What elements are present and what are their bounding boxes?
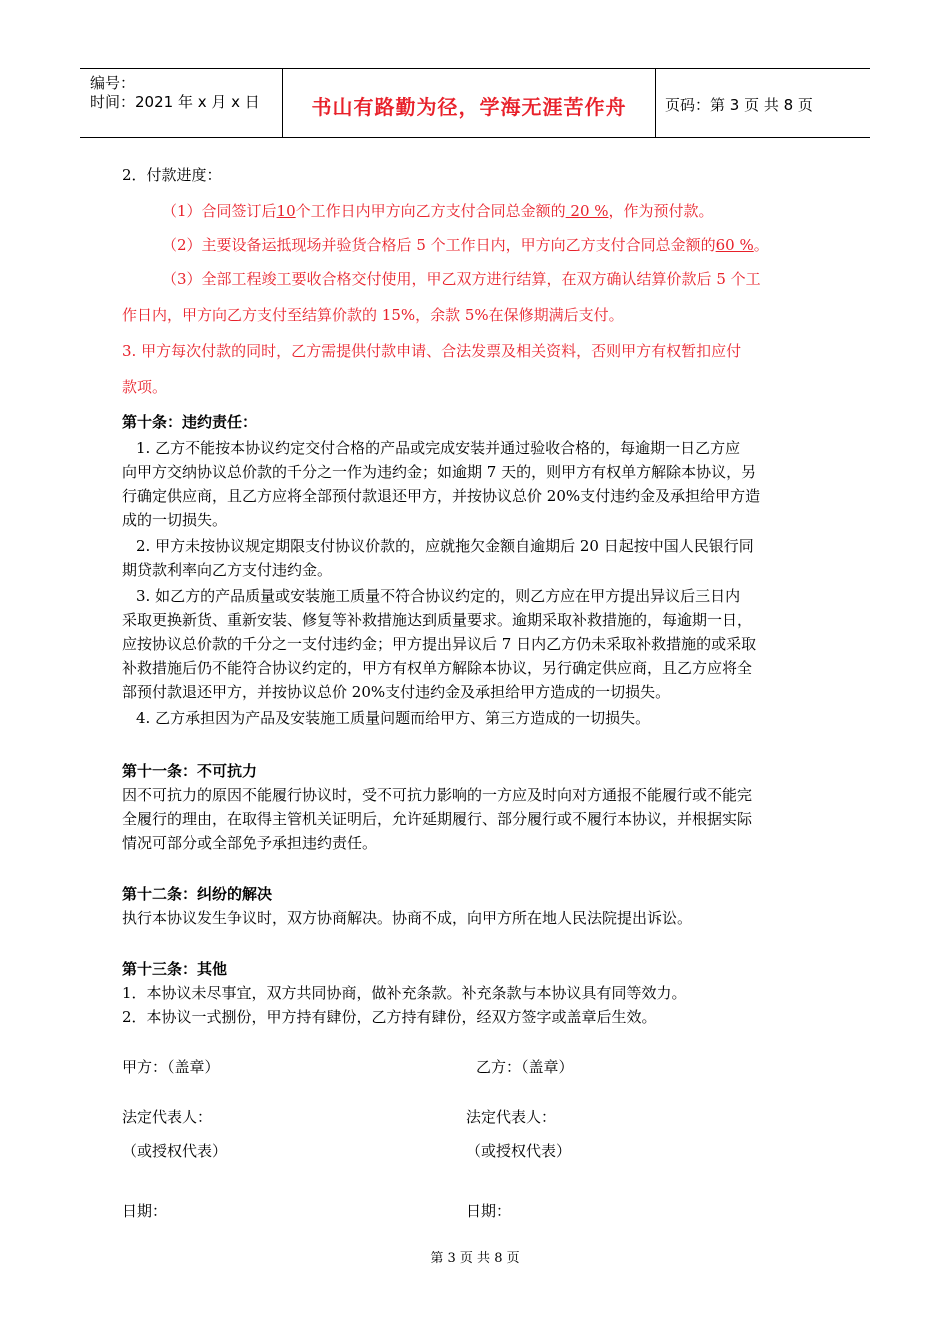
document-date-label: 时间：2021 年 x 月 x 日	[90, 93, 260, 111]
payment-item-2-a: （2）主要设备运抵现场并验货合格后 5 个工作日内，甲方向乙方支付合同总金额的	[162, 236, 716, 254]
article-10-line: 1. 乙方不能按本协议约定交付合格的产品或完成安装并通过验收合格的，每逾期一日乙方应	[136, 439, 741, 457]
payment-item-1-e: ，作为预付款。	[608, 202, 714, 220]
payment-item-1-c: 个工作日内甲方向乙方支付合同总金额的	[295, 202, 566, 220]
payment-item-3-line-2: 作日内，甲方向乙方支付至结算价款的 15%，余款 5%在保修期满后支付。	[122, 306, 624, 324]
party-a-representative-label: 法定代表人：	[122, 1108, 213, 1126]
party-a-authorized-label: （或授权代表）	[122, 1142, 228, 1160]
header-motto: 书山有路勤为径，学海无涯苦作舟	[311, 95, 627, 119]
article-10-line: 成的一切损失。	[122, 511, 228, 529]
payment-item-2	[162, 234, 769, 256]
payment-heading: 2．付款进度：	[122, 166, 222, 184]
header-motto-cell	[282, 69, 656, 137]
article-10-line: 补救措施后仍不能符合协议约定的，甲方有权单方解除本协议，另行确定供应商，且乙方应将全	[122, 659, 753, 677]
article-10-line: 应按协议总价款的千分之一支付违约金；甲方提出异议后 7 日内乙方仍未采取补救措施的或采取	[122, 635, 757, 653]
article-10-line: 3. 如乙方的产品质量或安装施工质量不符合协议约定的，则乙方应在甲方提出异议后三日内	[136, 587, 741, 605]
article-11-title: 第十一条：不可抗力	[122, 762, 258, 780]
article-10-line: 2. 甲方未按协议规定期限支付协议价款的，应就拖欠金额自逾期后 20 日起按中国人民银行同	[136, 537, 754, 555]
header-meta-cell	[80, 69, 280, 137]
article-12-line: 执行本协议发生争议时，双方协商解决。协商不成，向甲方所在地人民法院提出诉讼。	[122, 909, 693, 927]
article-12-title: 第十二条：纠纷的解决	[122, 885, 273, 903]
article-10-line: 4. 乙方承担因为产品及安装施工质量问题而给甲方、第三方造成的一切损失。	[136, 709, 651, 727]
article-10-line: 采取更换新货、重新安装、修复等补救措施达到质量要求。逾期采取补救措施的，每逾期一日，	[122, 611, 753, 629]
article-11-line: 全履行的理由，在取得主管机关证明后，允许延期履行、部分履行或不履行本协议，并根据实际	[122, 810, 753, 828]
party-a-date-label: 日期：	[122, 1202, 168, 1220]
document-number-label: 编号：	[90, 74, 136, 92]
article-13-line: 2．本协议一式捌份，甲方持有肆份，乙方持有肆份，经双方签字或盖章后生效。	[122, 1008, 657, 1026]
payment-item-1-days: 10	[276, 202, 296, 220]
payment-item-1	[162, 200, 714, 222]
article-10-line: 向甲方交纳协议总价款的千分之一作为违约金；如逾期 7 天的，则甲方有权单方解除本协议，另	[122, 463, 757, 481]
payment-item-2-percent: 60 %	[715, 236, 754, 254]
payment-item-1-percent: 20 %	[565, 202, 609, 220]
party-b-seal-label: 乙方：（盖章）	[476, 1058, 574, 1076]
article-10-line: 期贷款利率向乙方支付违约金。	[122, 561, 333, 579]
article-11-line: 因不可抗力的原因不能履行协议时，受不可抗力影响的一方应及时向对方通报不能履行或不能完	[122, 786, 753, 804]
party-a-seal-label: 甲方：（盖章）	[122, 1058, 220, 1076]
article-13-line: 1．本协议未尽事宜，双方共同协商，做补充条款。补充条款与本协议具有同等效力。	[122, 984, 687, 1002]
payment-item-2-c: 。	[753, 236, 769, 254]
payment-item-4-line-2: 款项。	[122, 378, 168, 396]
header-page-number: 页码：第 3 页 共 8 页	[665, 96, 813, 114]
payment-item-1-a: （1）合同签订后	[162, 202, 277, 220]
payment-item-3-line-1: （3）全部工程竣工要收合格交付使用，甲乙双方进行结算，在双方确认结算价款后 5 个工	[162, 270, 761, 288]
article-13-title: 第十三条：其他	[122, 960, 228, 978]
header-page-cell	[655, 69, 870, 137]
article-10-line: 部预付款退还甲方，并按协议总价 20%支付违约金及承担给甲方造成的一切损失。	[122, 683, 671, 701]
article-10-title: 第十条：违约责任：	[122, 413, 258, 431]
page-footer: 第 3 页 共 8 页	[430, 1251, 520, 1266]
party-b-date-label: 日期：	[466, 1202, 512, 1220]
page-header	[80, 68, 870, 138]
payment-item-4-line-1: 3. 甲方每次付款的同时，乙方需提供付款申请、合法发票及相关资料，否则甲方有权暂扣应付	[122, 342, 742, 360]
party-b-representative-label: 法定代表人：	[466, 1108, 557, 1126]
article-11-line: 情况可部分或全部免予承担违约责任。	[122, 834, 378, 852]
party-b-authorized-label: （或授权代表）	[466, 1142, 572, 1160]
article-10-line: 行确定供应商，且乙方应将全部预付款退还甲方，并按协议总价 20%支付违约金及承担给甲方造	[122, 487, 761, 505]
